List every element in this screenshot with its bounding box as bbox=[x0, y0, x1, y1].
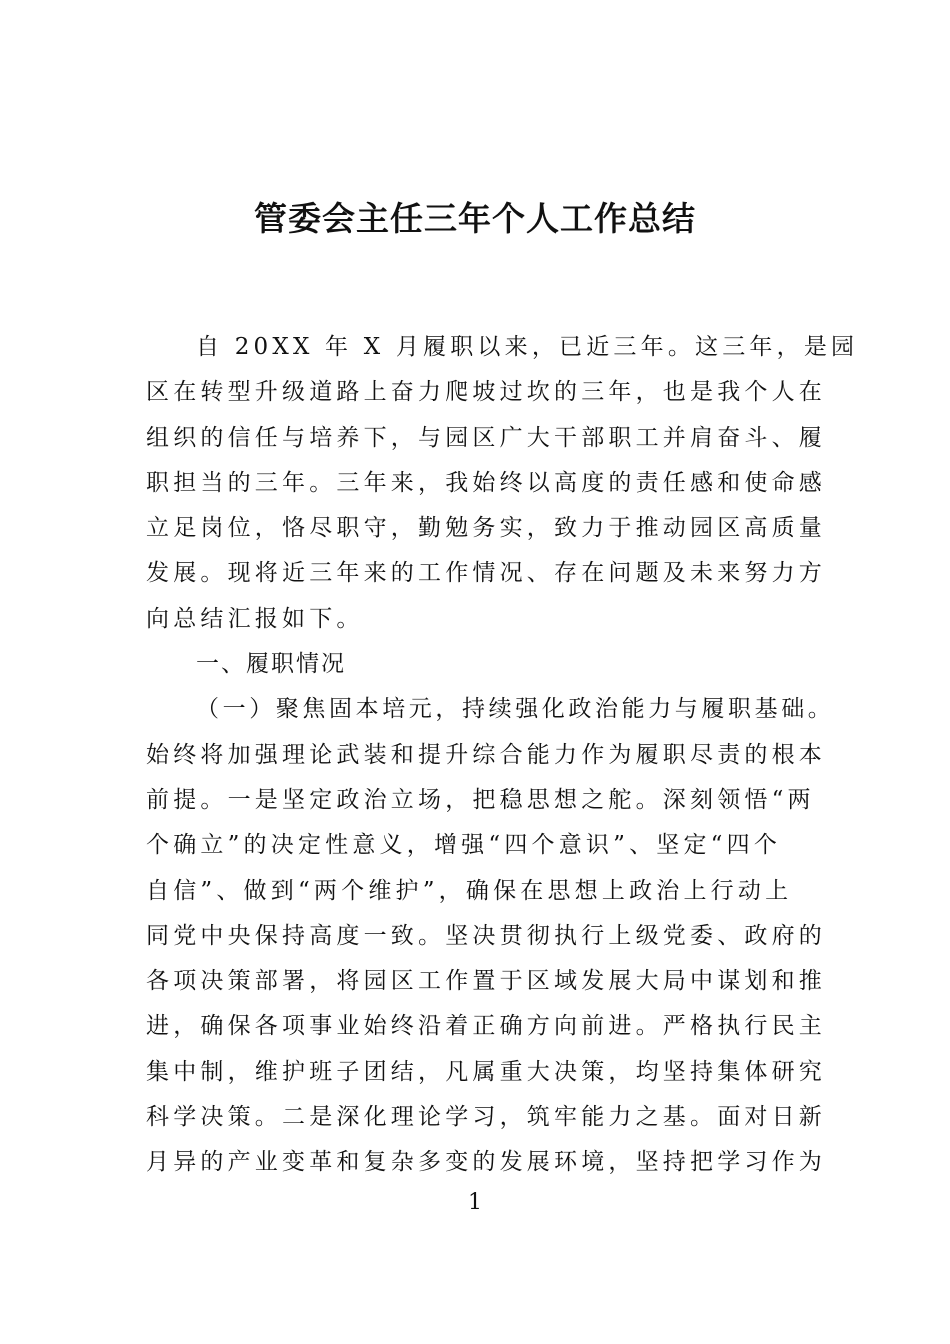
paragraph-line: 发展。现将近三年来的工作情况、存在问题及未来努力方 bbox=[146, 560, 826, 587]
paragraph-line: 进，确保各项事业始终沿着正确方向前进。严格执行民主 bbox=[146, 1013, 826, 1040]
paragraph-line: 向总结汇报如下。 bbox=[146, 605, 364, 632]
paragraph-line: 科学决策。二是深化理论学习，筑牢能力之基。面对日新 bbox=[146, 1104, 826, 1131]
paragraph-line: 立足岗位，恪尽职守，勤勉务实，致力于推动园区高质量 bbox=[146, 515, 826, 542]
document-title: 管委会主任三年个人工作总结 bbox=[254, 199, 696, 238]
paragraph-line: 始终将加强理论武装和提升综合能力作为履职尽责的根本 bbox=[146, 741, 826, 768]
paragraph-line: 月异的产业变革和复杂多变的发展环境，坚持把学习作为 bbox=[146, 1149, 826, 1176]
paragraph-line: 各项决策部署，将园区工作置于区域发展大局中谋划和推 bbox=[146, 968, 826, 995]
document-body bbox=[146, 325, 859, 1186]
section-heading: 一、履职情况 bbox=[196, 651, 346, 678]
subsection-heading: （一）聚焦固本培元，持续强化政治能力与履职基础。 bbox=[196, 696, 835, 723]
page-number: 1 bbox=[468, 1190, 482, 1215]
paragraph-line: 个确立”的决定性意义，增强“四个意识”、坚定“四个 bbox=[146, 832, 782, 859]
paragraph-line: 区在转型升级道路上奋力爬坡过坎的三年，也是我个人在 bbox=[146, 379, 826, 406]
paragraph-line: 前提。一是坚定政治立场，把稳思想之舵。深刻领悟“两 bbox=[146, 786, 815, 813]
paragraph-line: 组织的信任与培养下，与园区广大干部职工并肩奋斗、履 bbox=[146, 424, 826, 451]
paragraph-line: 自信”、做到“两个维护”，确保在思想上政治上行动上 bbox=[146, 877, 793, 904]
paragraph-line: 集中制，维护班子团结，凡属重大决策，均坚持集体研究 bbox=[146, 1058, 826, 1085]
paragraph-line: 同党中央保持高度一致。坚决贯彻执行上级党委、政府的 bbox=[146, 922, 826, 949]
paragraph-line: 职担当的三年。三年来，我始终以高度的责任感和使命感 bbox=[146, 469, 826, 496]
paragraph-line: 自 20XX 年 X 月履职以来，已近三年。这三年，是园 bbox=[196, 334, 859, 360]
